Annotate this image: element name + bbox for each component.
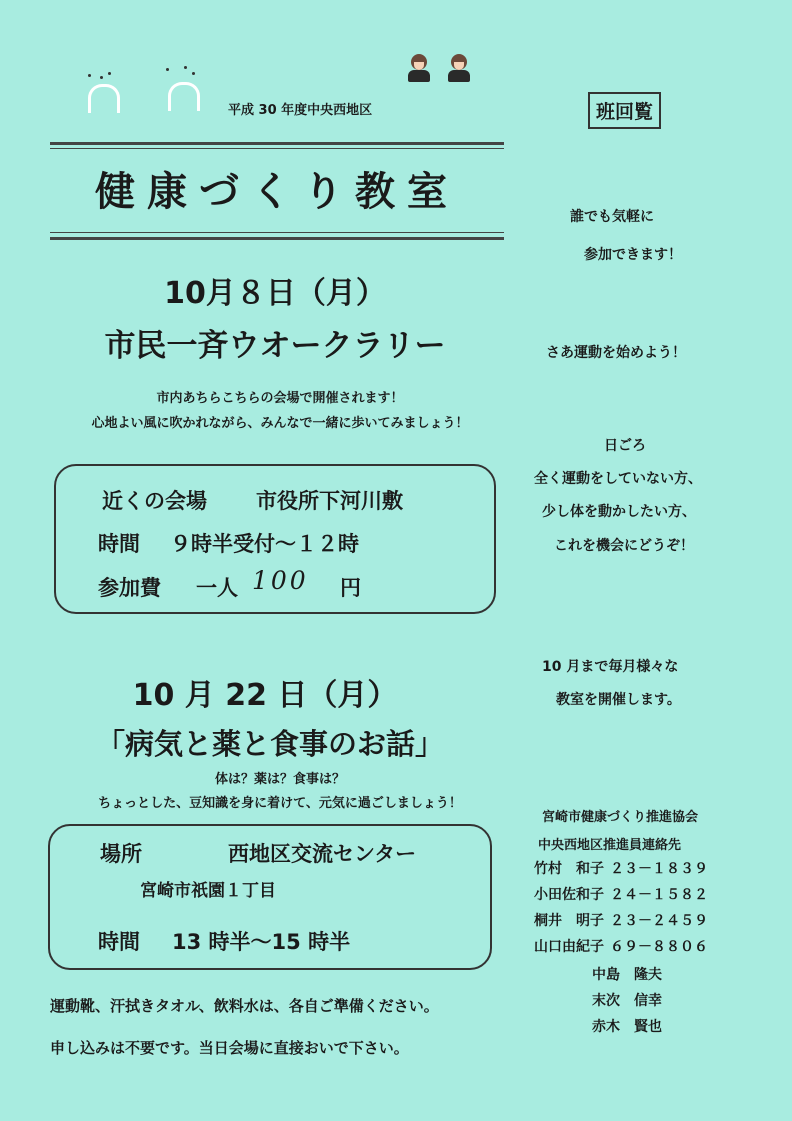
sidebar-msg2: さあ運動を始めよう！ [546,345,686,361]
event2-desc-1: 体は？薬は？食事は？ [214,772,345,787]
event2-date: 10 月 22 日（月） [132,678,398,713]
sidebar-msg3-line3: 少し体を動かしたい方、 [542,504,696,520]
member-name: 末次 信幸 [592,993,662,1009]
event2-place-value: 西地区交流センター [228,842,417,866]
contact-phone: ２３－１８３９ [610,861,708,877]
contact-list [534,858,774,962]
event2-name: 「病気と薬と食事のお話」 [95,727,444,761]
event1-fee-value: 一人 [196,576,238,600]
sidebar-org: 宮崎市健康づくり推進協会 [542,810,699,825]
event2-address: 宮崎市祇園１丁目 [140,881,276,901]
year-district-label: 平成 30 年度中央西地区 [228,103,373,118]
title-rule-bottom-2 [50,232,504,233]
contact-phone: ６９－８８０６ [610,939,708,955]
page-title: 健康づくり教室 [95,169,459,215]
contact-name: 竹村 和子 [534,861,604,877]
person-icon-2 [448,54,470,82]
contact-name: 小田佐和子 [534,887,604,903]
contact-row [534,936,774,962]
contact-row [534,858,774,884]
event1-time-value: ９時半受付～１２時 [170,532,359,556]
sidebar-msg4-line2: 教室を開催します。 [556,692,681,708]
person-icon-1 [408,54,430,82]
title-rule-top [50,142,504,145]
contact-row [534,884,774,910]
event1-desc-2: 心地よい風に吹かれながら、みんなで一緒に歩いてみましょう！ [91,416,469,431]
circulation-badge: 班回覧 [588,92,661,129]
event1-time-label: 時間 [98,532,140,556]
sidebar-msg3-line1: 日ごろ [604,438,646,454]
sidebar-msg3-line2: 全く運動をしていない方、 [534,471,702,487]
sidebar-msg4-line1: 10 月まで毎月様々な [542,659,679,675]
sidebar-msg3-line4: これを機会にどうぞ！ [554,538,694,554]
member-name: 中島 隆夫 [592,967,662,983]
contact-row [534,910,774,936]
event2-place-label: 場所 [100,842,142,866]
note-line-1: 運動靴、汗拭きタオル、飲料水は、各自ご準備ください。 [50,997,439,1015]
sidebar-msg1-line2: 参加できます！ [584,247,682,263]
event1-venue-value: 市役所下河川敷 [256,489,403,513]
contact-phone: ２３－２４５９ [610,913,708,929]
note-line-2: 申し込みは不要です。当日会場に直接おいで下さい。 [50,1039,409,1057]
event1-date: 10月８日（月） [164,276,386,311]
contact-name: 山口由紀子 [534,939,604,955]
contact-phone: ２４－１５８２ [610,887,708,903]
event1-fee-unit: 円 [340,576,361,600]
event1-fee-amount: 100 [252,566,309,595]
event1-fee-label: 参加費 [98,576,161,600]
title-rule-top-2 [50,148,504,149]
event2-time-value: 13 時半～15 時半 [172,930,351,954]
member-name: 赤木 賢也 [592,1019,662,1035]
event2-desc-2: ちょっとした、豆知識を身に着けて、元気に過ごしましょう！ [98,796,462,811]
event1-name: 市民一斉ウオークラリー [104,328,446,364]
sidebar-msg1-line1: 誰でも気軽に [570,209,654,225]
event2-time-label: 時間 [98,930,140,954]
sidebar-contact-title: 中央西地区推進員連絡先 [538,838,682,853]
event1-venue-label: 近くの会場 [102,489,207,513]
contact-name: 桐井 明子 [534,913,604,929]
decoration-figure-left-2 [166,66,196,106]
decoration-figure-left-1 [86,72,116,108]
event1-desc-1: 市内あちらこちらの会場で開催されます！ [156,391,404,406]
title-rule-bottom [50,237,504,240]
